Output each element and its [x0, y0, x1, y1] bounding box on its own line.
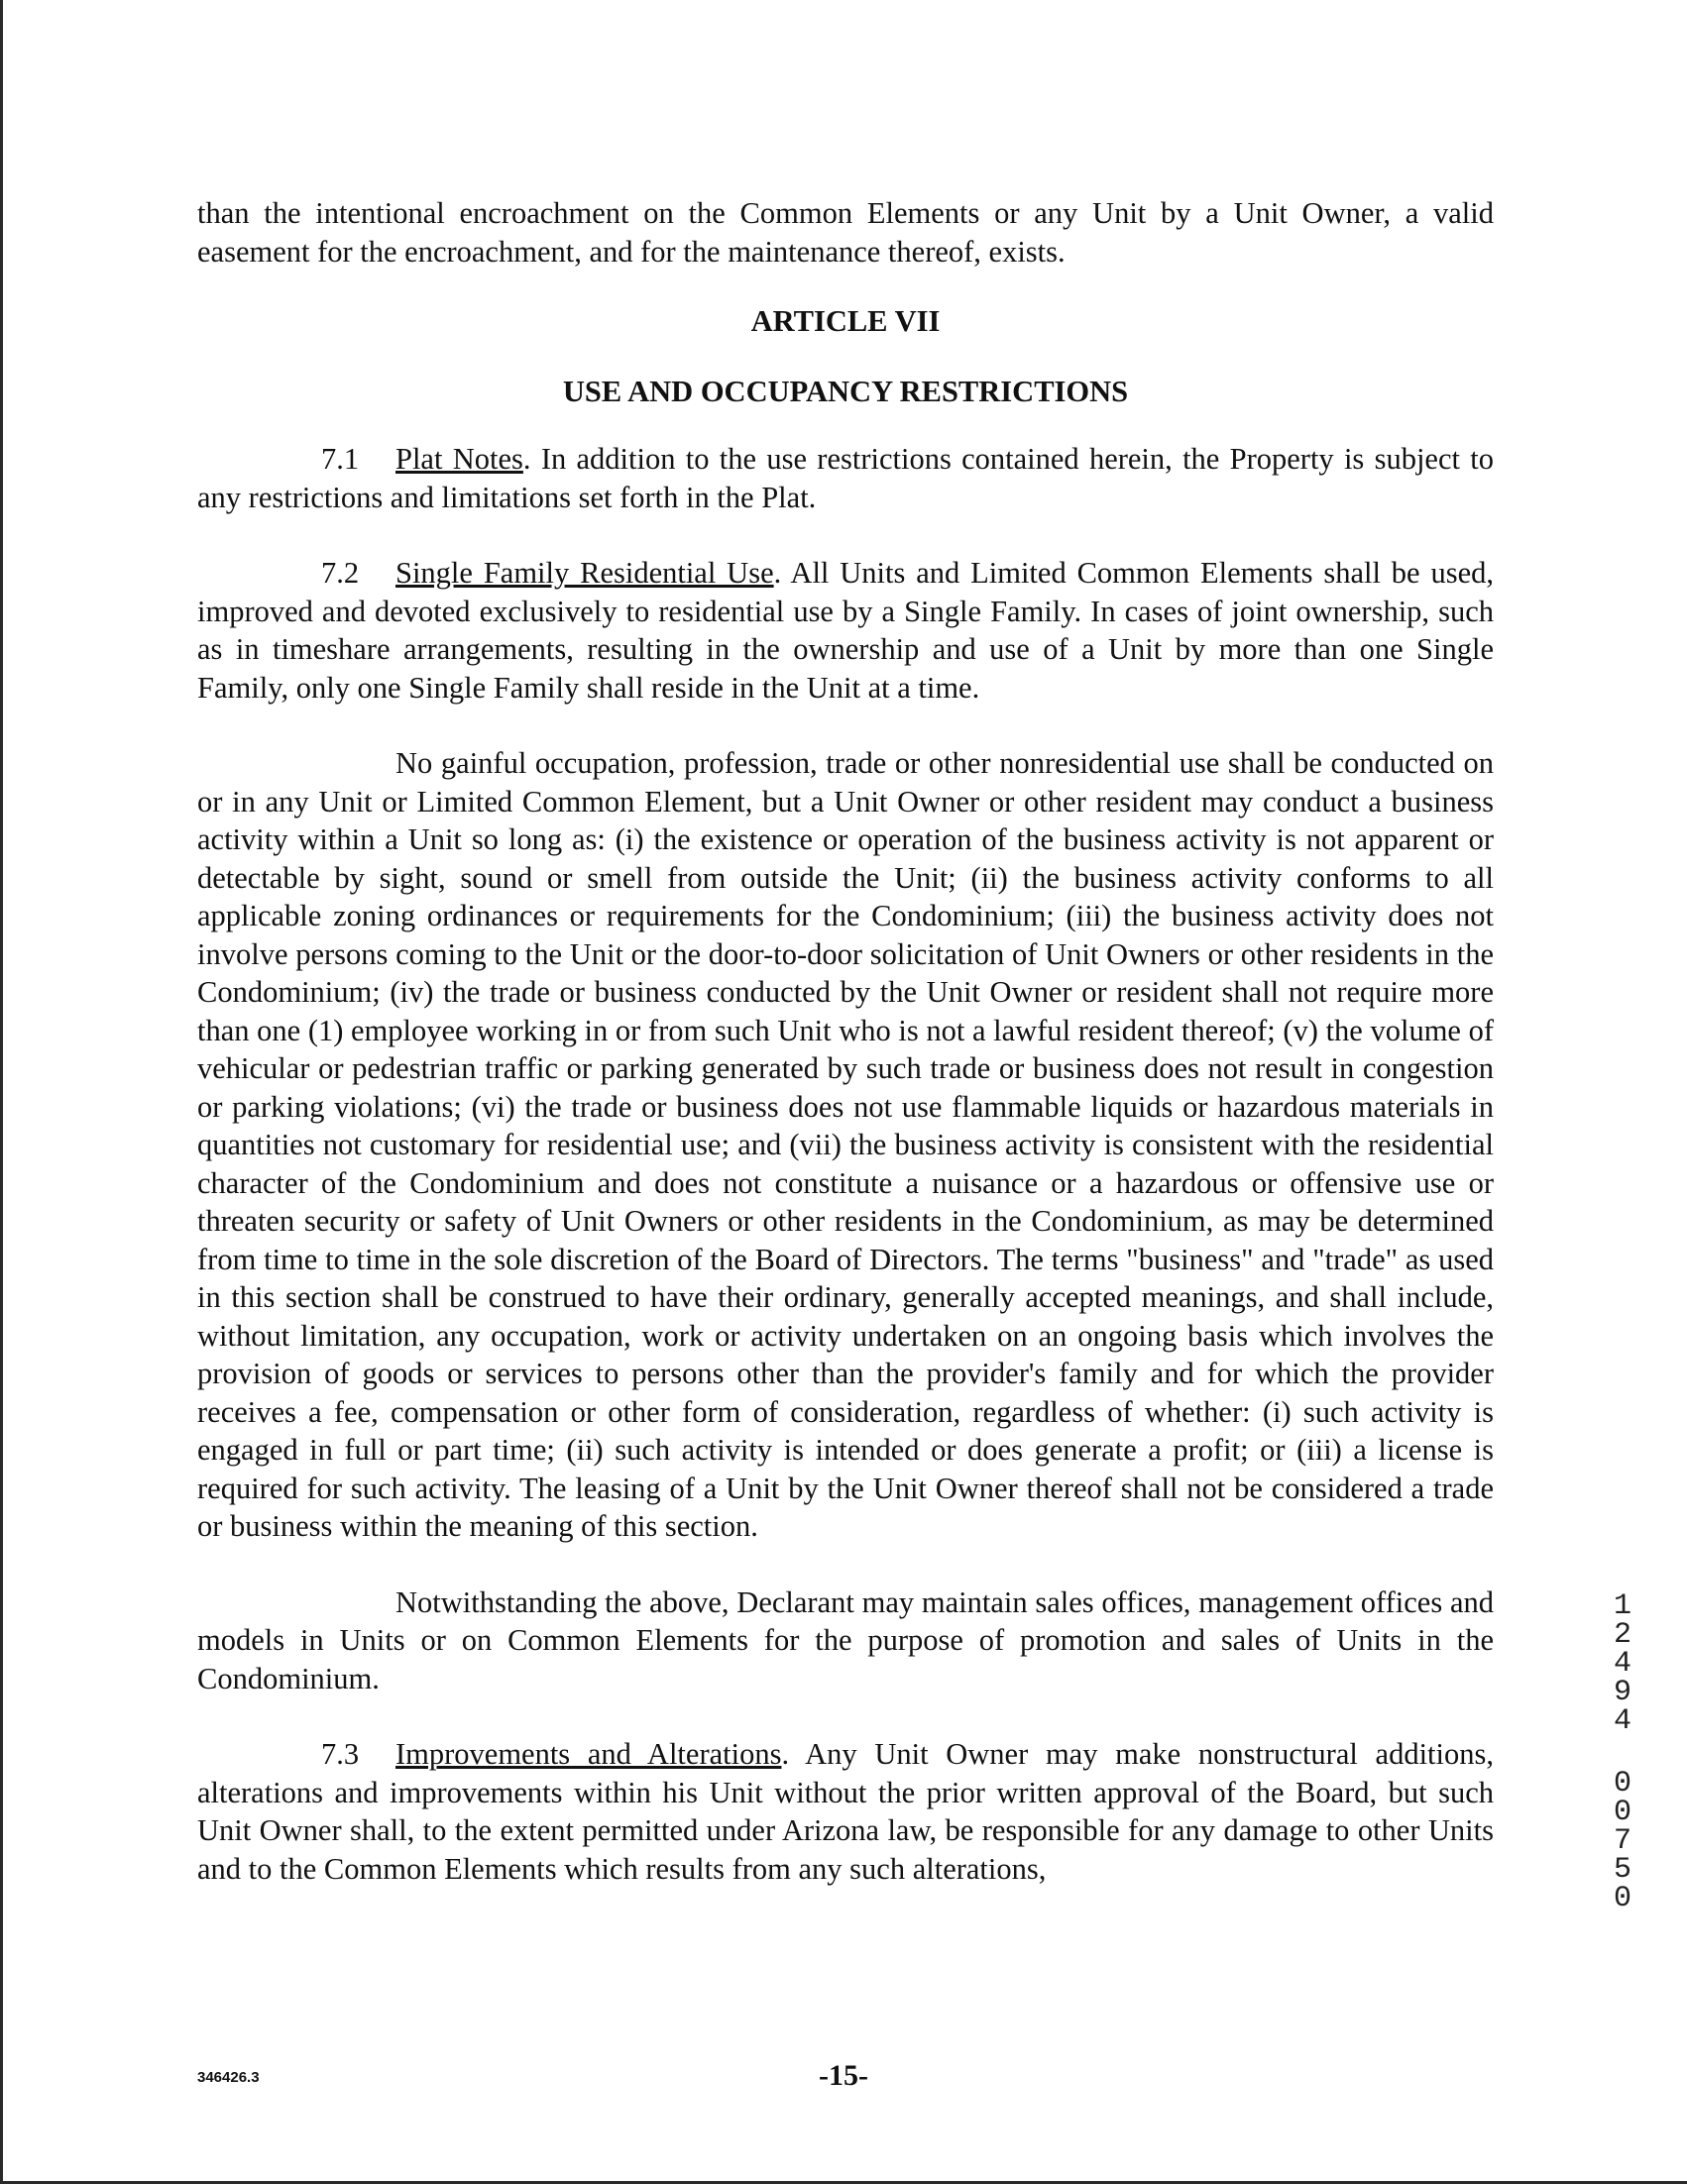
stamp-digit: 0 — [1613, 1882, 1631, 1915]
scan-edge-left — [0, 0, 3, 2184]
stamp-digit: 4 — [1613, 1704, 1631, 1738]
section-text: . In addition to the use restrictions contained herein, the Property is subject to any restrictions and limitations set forth in the Plat. — [197, 442, 1494, 514]
stamp-gap — [1609, 1736, 1636, 1770]
section-7-3 — [197, 1735, 1494, 1888]
continuation-paragraph: than the intentional encroachment on the Common Elements or any Unit by a Unit Owner, a valid easement for the encroachment, and for the maintenance thereof, exists. — [197, 196, 1494, 269]
stamp-digit: 0 — [1613, 1796, 1631, 1829]
section-7-1 — [197, 440, 1494, 516]
article-title: ARTICLE VII — [750, 304, 941, 338]
section-number: 7.3 — [321, 1737, 360, 1771]
document-page — [197, 194, 1494, 1888]
section-number: 7.2 — [321, 556, 360, 590]
section-number: 7.1 — [321, 442, 360, 476]
recording-number-stamp — [1609, 1589, 1636, 1915]
stamp-digit: 0 — [1613, 1767, 1631, 1801]
section-heading: Improvements and Alterations — [395, 1737, 782, 1771]
section-7-2-business-paragraph: No gainful occupation, profession, trade or other nonresidential use shall be conducted on or in any Unit or Limited Common Element, but a Unit Owner or other resident may conduct a business activity within a Unit so long as: (i) the existence or operation of the business activity is not apparent or detectable by sight, sound or smell from outside the Unit; (ii) the business activity conforms to all applicable zoning ordinances or requirements for the Condominium; (iii) the business activity does not involve persons coming to the Unit or the door-to-door solicitation of Unit Owners or other residents in the Condominium; (iv) the trade or business conducted by the Unit Owner or resident shall not require more than one (1) employee working in or from such Unit who is not a lawful resident thereof; (v) the volume of vehicular or pedestrian traffic or parking generated by such trade or business does not result in congestion or parking violations; (vi) the trade or business does not use flammable liquids or hazardous materials in quantities not customary for residential use; and (vii) the business activity is consistent with the residential character of the Condominium and does not constitute a nuisance or a hazardous or offensive use or threaten security or safety of Unit Owners or other residents in the Condominium, as may be determined from time to time in the sole discretion of the Board of Directors. The terms "business" and "trade" as used in this section shall be construed to have their ordinary, generally accepted meanings, and shall include, without limitation, any occupation, work or activity undertaken on an ongoing basis which involves the provision of goods or services to persons other than the provider's family and for which the provider receives a fee, compensation or other form of consideration, regardless of whether: (i) such activity is engaged in full or part time; (ii) such activity is intended or does generate a profit; or (iii) a license is required for such activity. The leasing of a Unit by the Unit Owner thereof shall not be considered a trade or business within the meaning of this section. — [197, 746, 1494, 1543]
section-7-2-declarant-paragraph: Notwithstanding the above, Declarant may maintain sales offices, management offices and models in Units or on Common Elements for the purpose of promotion and sales of Units in the Condominium. — [197, 1584, 1494, 1695]
stamp-digit: 4 — [1613, 1647, 1631, 1681]
article-subtitle: USE AND OCCUPANCY RESTRICTIONS — [562, 374, 1129, 408]
document-code: 346426.3 — [197, 2069, 260, 2086]
page-number: -15- — [819, 2059, 868, 2092]
stamp-digit: 7 — [1613, 1824, 1631, 1858]
section-heading: Plat Notes — [395, 442, 523, 476]
stamp-digit: 2 — [1613, 1618, 1631, 1652]
stamp-digit: 9 — [1613, 1676, 1631, 1709]
section-heading: Single Family Residential Use — [395, 556, 774, 590]
section-text: . Any Unit Owner may make nonstructural additions, alterations and improvements within his Unit without the prior written approval of the Board, but such Unit Owner shall, to the extent permitted under Arizona law, be responsible for any damage to other Units and to the Common Elements which results from any such alterations, — [197, 1737, 1494, 1886]
stamp-digit: 5 — [1613, 1853, 1631, 1887]
section-text: . All Units and Limited Common Elements shall be used, improved and devoted exclusively to residential use by a Single Family. In cases of joint ownership, such as in timeshare arrangements, resulting in the ownership and use of a Unit by more than one Single Family, only one Single Family shall reside in the Unit at a time. — [197, 556, 1494, 705]
section-7-2 — [197, 554, 1494, 707]
stamp-digit: 1 — [1613, 1589, 1631, 1623]
